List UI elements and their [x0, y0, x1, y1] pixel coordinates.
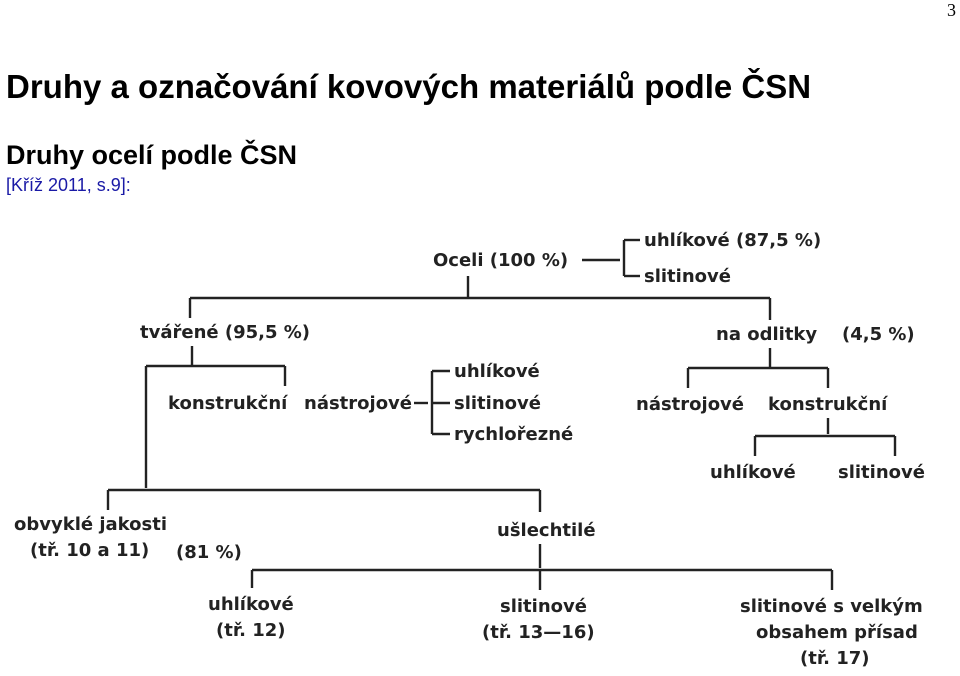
citation: [Kříž 2011, s.9]:: [6, 175, 131, 195]
node-oceli: Oceli (100 %): [433, 250, 569, 271]
node-nastrojove: nástrojové: [304, 393, 412, 414]
page-title: Druhy a označování kovových materiálů podle ČSN: [6, 68, 812, 105]
node-root-slitinove: slitinové: [644, 266, 731, 287]
node-tvarene: tvářené (95,5 %): [140, 322, 311, 343]
node-usl-velkym: slitinové s velkým: [740, 596, 923, 617]
node-nastr-rychlorezne: rychlořezné: [454, 424, 574, 445]
node-usl-uhlikove: uhlíkové: [208, 594, 294, 615]
node-odl-uhlikove: uhlíkové: [710, 462, 796, 483]
node-na-odlitky: na odlitky: [716, 324, 818, 345]
node-odl-slitinove: slitinové: [838, 462, 925, 483]
node-usl-slitinove: slitinové: [500, 596, 587, 617]
node-usl-slitinove-trida: (tř. 13—16): [482, 622, 595, 643]
node-obvykle-jakosti: obvyklé jakosti: [14, 514, 167, 535]
node-odl-konstrukcni: konstrukční: [768, 394, 888, 415]
node-obvykle-tridy: (tř. 10 a 11): [30, 540, 150, 561]
node-usl-velkym-trida: (tř. 17): [800, 648, 870, 669]
node-usl-velkym-2: obsahem přísad: [756, 622, 918, 643]
node-usl-uhlikove-trida: (tř. 12): [216, 620, 286, 641]
section-subtitle: Druhy ocelí podle ČSN: [6, 140, 298, 170]
page-number: 3: [947, 0, 956, 20]
node-odl-nastrojove: nástrojové: [636, 394, 744, 415]
node-uslechtile: ušlechtilé: [497, 520, 596, 541]
node-na-odlitky-pct: (4,5 %): [842, 324, 915, 345]
node-nastr-uhlikove: uhlíkové: [454, 361, 540, 382]
node-obvykle-pct: (81 %): [176, 542, 242, 563]
node-konstrukcni: konstrukční: [168, 393, 288, 414]
node-nastr-slitinove: slitinové: [454, 393, 541, 414]
node-root-uhlikove: uhlíkové (87,5 %): [644, 230, 822, 251]
